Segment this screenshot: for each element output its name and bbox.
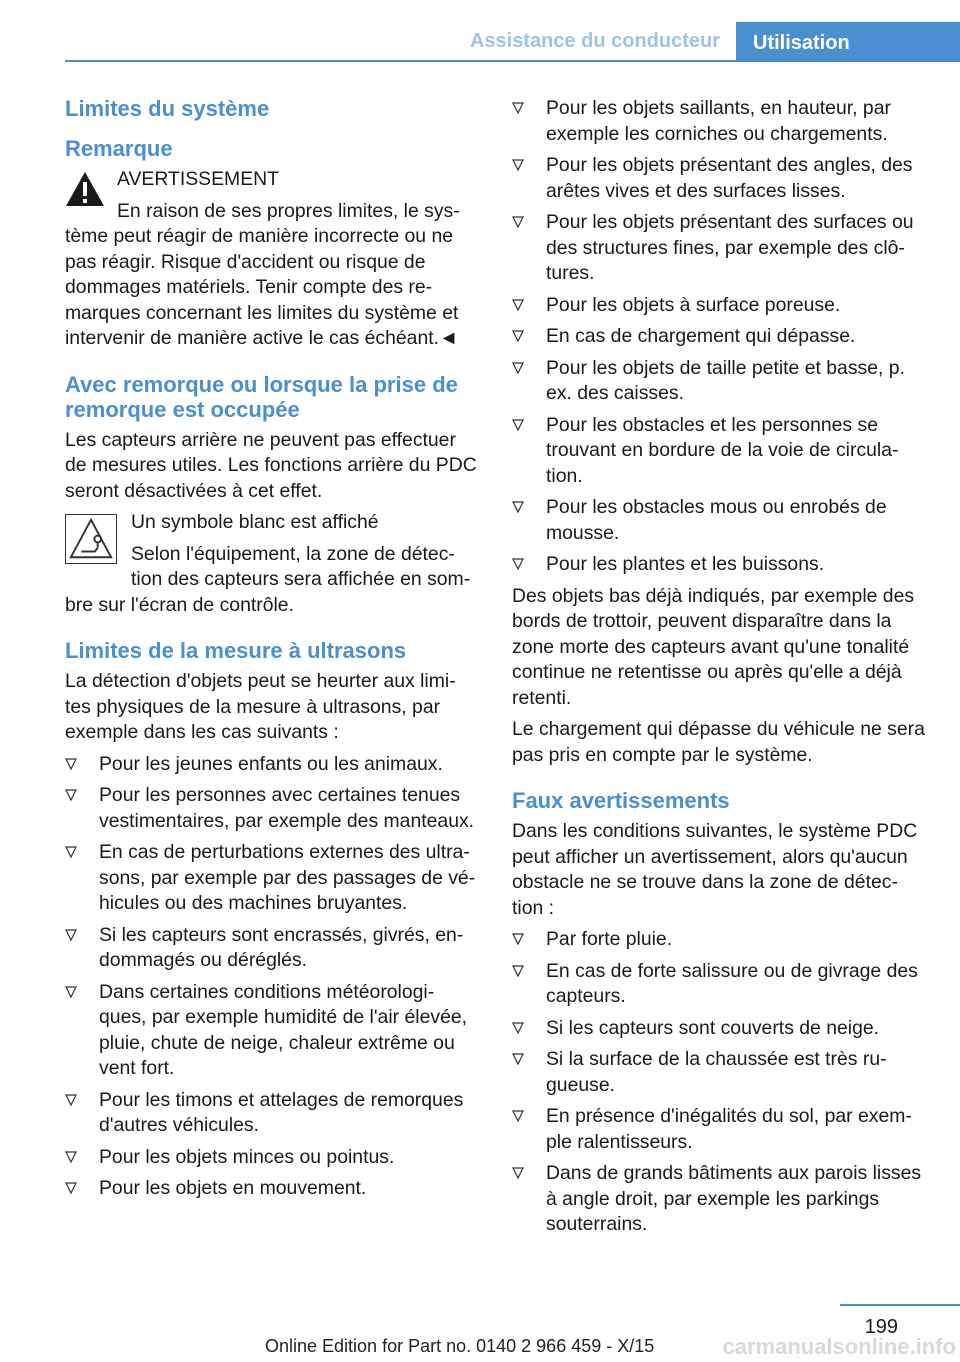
triangle-bullet-icon	[512, 215, 524, 229]
triangle-bullet-icon	[512, 500, 524, 514]
list-item: En cas de forte salissure ou de givrage des capteurs.	[512, 959, 926, 1010]
header-rule	[65, 60, 960, 62]
heading-ultrasonic-limits: Limites de la mesure à ultrasons	[65, 638, 407, 663]
triangle-bullet-icon	[65, 845, 77, 859]
triangle-bullet-icon	[65, 1093, 77, 1107]
list-item: Pour les objets minces ou pointus.	[65, 1145, 479, 1171]
triangle-bullet-icon	[512, 1021, 524, 1035]
triangle-bullet-icon	[512, 1052, 524, 1066]
right-column	[512, 96, 926, 1244]
low-objects-text: Des objets bas déjà indiqués, par exemple des bords de trottoir, peuvent disparaître dans la zone morte des capteurs avant qu'une tonalité continue ne retentisse ou après qu'elle a déjà retenti.	[512, 584, 915, 709]
list-item: En cas de perturbations externes des ultra-sons, par exemple par des passages de vé-hicules ou des machines bruyantes.	[65, 840, 479, 917]
triangle-bullet-icon	[512, 557, 524, 571]
triangle-bullet-icon	[65, 1150, 77, 1164]
list-item: Dans de grands bâtiments aux parois lisses à angle droit, par exemple les parkings souterrains.	[512, 1161, 926, 1238]
warning-title: AVERTISSEMENT	[117, 168, 279, 190]
list-item: Si les capteurs sont encrassés, givrés, en-dommagés ou déréglés.	[65, 923, 479, 974]
triangle-bullet-icon	[512, 1109, 524, 1123]
triangle-bullet-icon	[65, 928, 77, 942]
list-item: Pour les objets de taille petite et basse, p. ex. des caisses.	[512, 356, 926, 407]
warning-text: En raison de ses propres limites, le sys-tème peut réagir de manière incorrecte ou ne pas réagir. Risque d'accident ou risque de dommages matériels. Tenir compte des re-marques concernant les limites du système et intervenir de manière active le cas échéant.◄	[65, 199, 460, 349]
trailer-text: Les capteurs arrière ne peuvent pas effectuer de mesures utiles. Les fonctions arrière du PDC seront désactivées à cet effet.	[65, 428, 477, 502]
triangle-bullet-icon	[512, 1166, 524, 1180]
list-item: En cas de chargement qui dépasse.	[512, 324, 926, 350]
load-text: Le chargement qui dépasse du véhicule ne sera pas pris en compte par le système.	[512, 718, 925, 766]
symbol-block	[65, 510, 479, 618]
warning-triangle-icon	[65, 171, 105, 207]
heading-false-warnings: Faux avertissements	[512, 788, 730, 813]
triangle-bullet-icon	[65, 1181, 77, 1195]
page-number: 199	[864, 1316, 898, 1338]
heading-remark: Remarque	[65, 136, 173, 161]
ultrasonic-list	[65, 752, 479, 1202]
heading-trailer: Avec remorque ou lorsque la prise de remorque est occupée	[65, 371, 458, 422]
ultrasonic-text: La détection d'objets peut se heurter aux limi-tes physiques de la mesure à ultrasons, par exemple dans les cas suivants :	[65, 670, 456, 743]
triangle-bullet-icon	[512, 158, 524, 172]
list-item: Pour les obstacles et les personnes se trouvant en bordure de la voie de circula-tion.	[512, 413, 926, 490]
edition-line: Online Edition for Part no. 0140 2 966 459 - X/15	[265, 1336, 655, 1356]
false-warnings-text: Dans les conditions suivantes, le système PDC peut afficher un avertissement, alors qu'aucun obstacle ne se trouve dans la zone de détec-tion :	[512, 820, 918, 919]
page-header	[0, 0, 960, 62]
triangle-bullet-icon	[512, 932, 524, 946]
list-item: Pour les jeunes enfants ou les animaux.	[65, 752, 479, 778]
triangle-bullet-icon	[512, 329, 524, 343]
list-item: Pour les objets présentant des angles, des arêtes vives et des surfaces lisses.	[512, 153, 926, 204]
triangle-bullet-icon	[512, 418, 524, 432]
list-item: Pour les plantes et les buissons.	[512, 552, 926, 578]
header-section-label: Assistance du conducteur	[469, 30, 720, 52]
list-item: Si les capteurs sont couverts de neige.	[512, 1016, 926, 1042]
list-item: Pour les objets saillants, en hauteur, par exemple les corniches ou chargements.	[512, 96, 926, 147]
triangle-bullet-icon	[65, 757, 77, 771]
list-item: Pour les timons et attelages de remorques d'autres véhicules.	[65, 1088, 479, 1139]
list-item: Si la surface de la chaussée est très ru-gueuse.	[512, 1047, 926, 1098]
list-item: Pour les objets en mouvement.	[65, 1176, 479, 1202]
triangle-bullet-icon	[512, 964, 524, 978]
triangle-bullet-icon	[512, 298, 524, 312]
list-item: Dans certaines conditions météorologi-ques, par exemple humidité de l'air élevée, pluie, chute de neige, chaleur extrême ou vent fort.	[65, 980, 479, 1082]
heading-system-limits: Limites du système	[65, 96, 270, 121]
triangle-bullet-icon	[512, 101, 524, 115]
symbol-title: Un symbole blanc est affiché	[131, 511, 379, 533]
ultrasonic-list-continued	[512, 96, 926, 578]
left-column	[65, 96, 479, 1208]
watermark: carmanualsonline.info	[722, 1334, 956, 1359]
footer-rule	[840, 1304, 960, 1306]
warning-block	[65, 167, 479, 352]
symbol-text: Selon l'équipement, la zone de détec-tion des capteurs sera affichée en som-bre sur l'écran de contrôle.	[65, 542, 471, 616]
list-item: En présence d'inégalités du sol, par exem-ple ralentisseurs.	[512, 1104, 926, 1155]
list-item: Pour les obstacles mous ou enrobés de mousse.	[512, 495, 926, 546]
list-item: Pour les objets présentant des surfaces ou des structures fines, par exemple des clô-tures.	[512, 210, 926, 287]
list-item: Par forte pluie.	[512, 927, 926, 953]
list-item: Pour les objets à surface poreuse.	[512, 293, 926, 319]
trailer-hitch-symbol-icon	[65, 514, 117, 564]
triangle-bullet-icon	[65, 788, 77, 802]
header-chapter-tab: Utilisation	[736, 22, 960, 62]
false-warnings-list	[512, 927, 926, 1238]
triangle-bullet-icon	[512, 361, 524, 375]
triangle-bullet-icon	[65, 985, 77, 999]
list-item: Pour les personnes avec certaines tenues vestimentaires, par exemple des manteaux.	[65, 783, 479, 834]
